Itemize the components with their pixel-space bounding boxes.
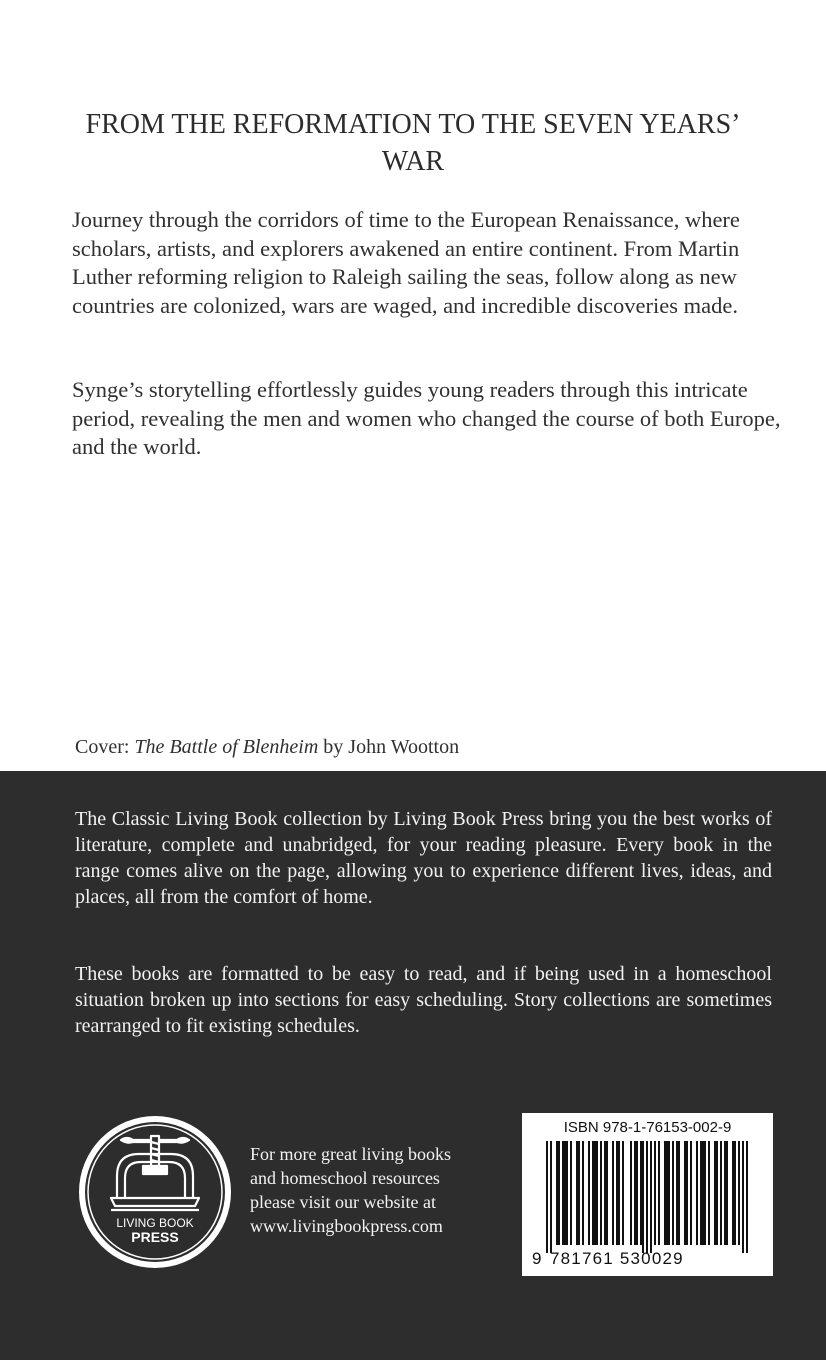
barcode-bar bbox=[726, 1141, 728, 1245]
barcode-bar bbox=[646, 1141, 648, 1253]
website-info-line-1: For more great living books bbox=[250, 1144, 451, 1164]
barcode-bar bbox=[606, 1141, 608, 1245]
website-info-line-2: and homeschool resources bbox=[250, 1168, 440, 1188]
website-url[interactable]: www.livingbookpress.com bbox=[250, 1216, 443, 1236]
barcode-bar bbox=[570, 1141, 572, 1245]
isbn-label: ISBN 978-1-76153-002-9 bbox=[563, 1119, 732, 1136]
barcode-bar bbox=[634, 1141, 636, 1245]
barcode-bar bbox=[664, 1141, 666, 1245]
barcode-bar bbox=[636, 1141, 638, 1245]
barcode-bar bbox=[676, 1141, 678, 1245]
barcode-bar bbox=[732, 1141, 734, 1245]
barcode-bar bbox=[558, 1141, 560, 1245]
cover-credit bbox=[75, 733, 459, 761]
barcode-bar bbox=[724, 1141, 726, 1245]
barcode-bar bbox=[668, 1141, 670, 1245]
barcode-bar bbox=[714, 1141, 716, 1245]
barcode-bar bbox=[704, 1141, 706, 1245]
barcode-bar bbox=[612, 1141, 614, 1245]
barcode-bar bbox=[562, 1141, 564, 1245]
barcode-bar bbox=[588, 1141, 590, 1245]
blurb-paragraph-1: Journey through the corridors of time to the European Renaissance, where scholars, artists, and explorers awakened an entire continent. From Martin Luther reforming religion to Raleigh sailing the seas, follow along as new countries are colonized, wars are waged, and incredible discoveries made. bbox=[72, 207, 740, 318]
barcode-bar bbox=[630, 1141, 632, 1245]
barcode-first-digit: 9 bbox=[532, 1249, 542, 1268]
barcode-bar bbox=[556, 1141, 558, 1245]
barcode-bar bbox=[566, 1141, 568, 1245]
barcode-bar bbox=[738, 1141, 740, 1245]
barcode-bar bbox=[622, 1141, 624, 1245]
barcode-bar bbox=[600, 1141, 602, 1245]
barcode-bar bbox=[546, 1141, 548, 1253]
collection-paragraph-1: The Classic Living Book collection by Living Book Press bring you the best works of literature, complete and unabridged, for your reading pleasure. Every book in the range comes alive on the page, allowing you to experience different lives, ideas, and places, all from the comfort of home. bbox=[75, 808, 772, 908]
cover-artwork-title: The Battle of Blenheim bbox=[134, 736, 319, 758]
barcode-bar bbox=[700, 1141, 702, 1245]
barcode-bar bbox=[642, 1141, 644, 1253]
collection-paragraph-2: These books are formatted to be easy to read, and if being used in a homeschool situation broken up into sections for easy scheduling. Story collections are sometimes rearranged to fit existing schedules. bbox=[75, 963, 772, 1037]
barcode-bar bbox=[650, 1141, 652, 1253]
barcode-bar bbox=[686, 1141, 688, 1245]
barcode-bar bbox=[618, 1141, 620, 1245]
barcode-bar bbox=[582, 1141, 584, 1245]
barcode-bar bbox=[596, 1141, 598, 1245]
barcode-bar bbox=[658, 1141, 660, 1245]
barcode-bar bbox=[576, 1141, 578, 1245]
barcode-bar bbox=[592, 1141, 594, 1245]
barcode-bar bbox=[550, 1141, 552, 1253]
barcode-bar bbox=[746, 1141, 748, 1253]
barcode-bar bbox=[564, 1141, 566, 1245]
barcode-bar bbox=[678, 1141, 680, 1245]
logo-text-line-1: LIVING BOOK bbox=[116, 1216, 194, 1230]
barcode-bar bbox=[708, 1141, 710, 1245]
barcode-bar bbox=[720, 1141, 722, 1245]
barcode-bar bbox=[742, 1141, 744, 1253]
cover-credit-prefix: Cover: bbox=[75, 736, 135, 758]
barcode-bar bbox=[702, 1141, 704, 1245]
barcode-bar bbox=[734, 1141, 736, 1245]
barcode-bar bbox=[578, 1141, 580, 1245]
barcode-bar bbox=[604, 1141, 606, 1245]
book-title: FROM THE REFORMATION TO THE SEVEN YEARS’ WAR bbox=[85, 109, 741, 177]
logo-text-line-2: PRESS bbox=[131, 1229, 179, 1245]
barcode-bar bbox=[684, 1141, 686, 1245]
website-info-line-3: please visit our website at bbox=[250, 1192, 436, 1212]
barcode-bar bbox=[616, 1141, 618, 1245]
cover-credit-artist: by John Wootton bbox=[318, 736, 460, 758]
barcode-bar bbox=[672, 1141, 674, 1245]
website-info bbox=[250, 1142, 500, 1238]
barcode-digits: 781761 530029 bbox=[550, 1249, 684, 1268]
barcode-bar bbox=[666, 1141, 668, 1245]
lower-dark-panel bbox=[0, 771, 826, 1360]
isbn-barcode bbox=[522, 1113, 773, 1276]
barcode-bar bbox=[654, 1141, 656, 1245]
barcode-bar bbox=[696, 1141, 698, 1245]
barcode-bar bbox=[594, 1141, 596, 1245]
blurb-paragraph-2: Synge’s storytelling effortlessly guides young readers through this intricate period, revealing the men and women who changed the course of both Europe, and the world. bbox=[72, 377, 781, 459]
barcode-bars bbox=[546, 1141, 750, 1253]
publisher-logo bbox=[77, 1114, 233, 1270]
barcode-bar bbox=[716, 1141, 718, 1245]
barcode-bar bbox=[690, 1141, 692, 1245]
barcode-bar bbox=[640, 1141, 642, 1245]
